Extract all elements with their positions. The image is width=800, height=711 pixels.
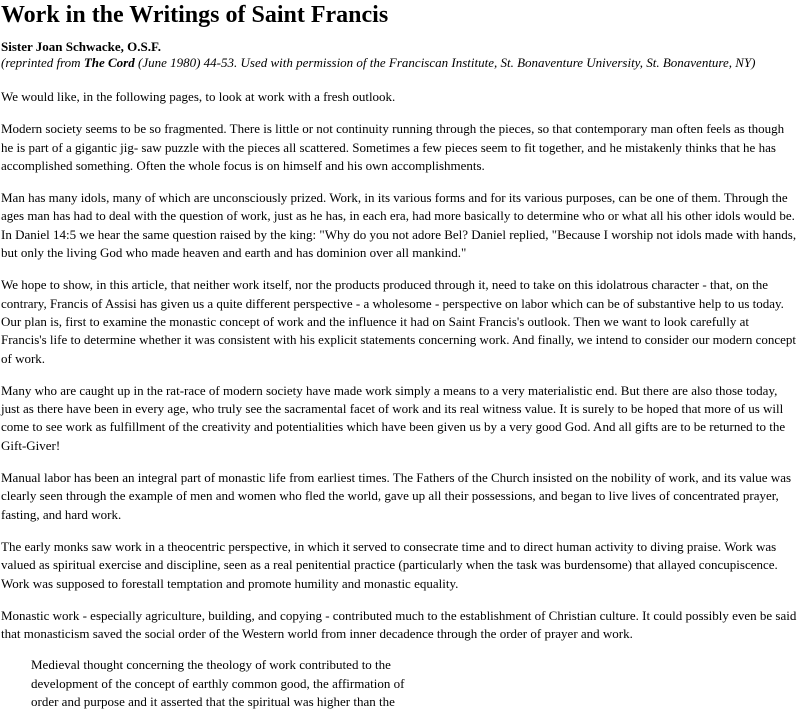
credit-journal: The Cord	[83, 55, 135, 70]
credit-prefix: (reprinted from	[1, 55, 84, 70]
paragraph-plan: We hope to show, in this article, that neither work itself, nor the products produced through it, need to take on this idolatrous character - that, on the contrary, Francis of Assisi has given us a quite different perspective - a wholesome - perspective on labor which can be of substantive help to us today. Our plan is, first to examine the monastic concept of work and the influence it had on Saint Francis's outlook. Then we want to look carefully at Francis's life to determine whether it was consistent with his explicit statements concerning work. And finally, we intend to consider our modern concept of work.	[1, 277, 797, 366]
block-quote: Medieval thought concerning the theology of work contributed to the development of the concept of earthly common good, the affirmation of order and purpose and it asserted that the spiritual was higher than the	[31, 657, 405, 710]
paragraph-early-monks: The early monks saw work in a theocentric perspective, in which it served to consecrate time and to direct human activity to diving praise. Work was valued as spiritual exercise and discipline, seen as a real penitential practice (particularly when the task was burdensome) that allayed concupiscence. Work was supposed to forestall temptation and promote humility and monastic equality.	[1, 538, 778, 591]
article-title: Work in the Writings of Saint Francis	[1, 2, 389, 28]
article-author: Sister Joan Schwacke, O.S.F.	[1, 39, 161, 54]
paragraph-rat-race: Many who are caught up in the rat-race of modern society have made work simply a means to a very materialistic end. But there are also those today, just as there have been in every age, who truly see the sacramental facet of work and its real witness value. It is surely to be hoped that more of us will come to see work as fulfillment of the creativity and potentialities which have been given us by a very good God. And all gifts are to be returned to the Gift-Giver!	[1, 382, 786, 453]
paragraph-monastic-work: Monastic work - especially agriculture, building, and copying - contributed much to the establishment of Christian culture. It could possibly even be said that monasticism saved the social order of the Western world from inner decadence through the order of prayer and work.	[1, 607, 797, 642]
reprint-credit	[1, 55, 797, 71]
paragraph-idols: Man has many idols, many of which are unconsciously prized. Work, in its various forms and for its various purposes, can be one of them. Through the ages man has had to deal with the question of work, just as he has, in each era, had more basically to determine who or what all his other idols would be. In Daniel 14:5 we hear the same question raised by the king: "Why do you not adore Bel? Daniel replied, "Because I worship not idols made with hands, but only the living God who made heaven and earth and has dominion over all mankind."	[1, 190, 797, 261]
paragraph-fragmented-society: Modern society seems to be so fragmented. There is little or not continuity running through the pieces, so that contemporary man often feels as though he is part of a gigantic jig- saw puzzle with the pieces all scattered. Sometimes a few pieces seem to fit together, and he mistakenly thinks that he has accomplished something. Often the whole focus is on himself and his own accomplishments.	[1, 121, 785, 173]
paragraph-intro: We would like, in the following pages, to look at work with a fresh outlook.	[1, 89, 396, 104]
credit-suffix: (June 1980) 44-53. Used with permission of the Franciscan Institute, St. Bonaventure University, St. Bonaventure, NY)	[134, 55, 756, 70]
paragraph-manual-labor: Manual labor has been an integral part of monastic life from earliest times. The Fathers of the Church insisted on the nobility of work, and its value was clearly seen through the example of men and women who fled the world, gave up all their possessions, and began to live lives of concentrated prayer, fasting, and hard work.	[1, 470, 792, 522]
